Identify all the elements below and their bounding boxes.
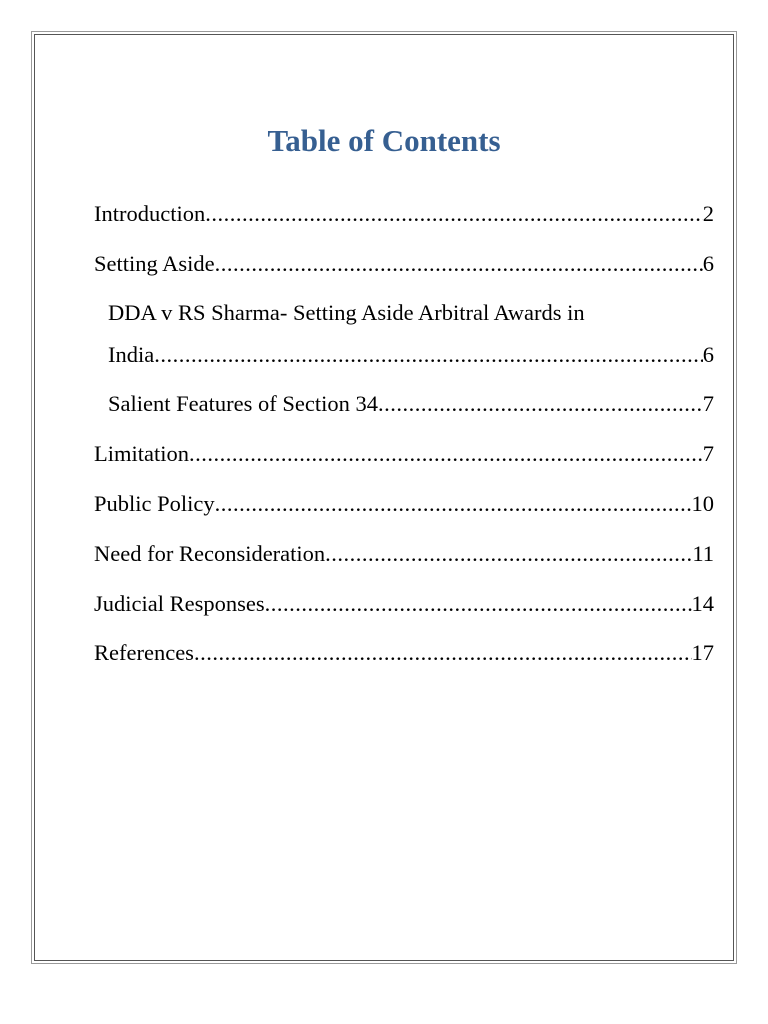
toc-entry-need-for-reconsideration[interactable] [94,540,714,568]
dot-leader [154,341,703,369]
toc-entry-page: 2 [702,201,714,226]
toc-entry-judicial-responses[interactable] [94,590,714,618]
toc-entry-label: India [108,342,155,367]
dot-leader [215,490,692,518]
toc-entry-page: 11 [692,541,714,566]
page-frame [31,31,737,964]
toc-entry-dda-v-rs-sharma[interactable] [108,341,714,369]
toc-entry-page: 7 [702,391,714,416]
toc-entry-label: Need for Reconsideration [94,541,326,566]
toc-entry-references[interactable] [94,639,714,667]
dot-leader [194,639,692,667]
toc-entry-introduction[interactable] [94,200,714,228]
toc-entry-label: Setting Aside [94,251,215,276]
dot-leader [189,440,703,468]
dot-leader [378,390,703,418]
toc-entry-salient-features[interactable] [108,390,714,418]
dot-leader [265,590,692,618]
toc-entry-dda-label-line1[interactable]: DDA v RS Sharma- Setting Aside Arbitral Awards in [108,300,585,325]
toc-entry-setting-aside[interactable] [94,250,714,278]
toc-entry-limitation[interactable] [94,440,714,468]
toc-entry-label: Salient Features of Section 34 [108,391,378,416]
toc-entry-label: Judicial Responses [94,591,265,616]
toc-entry-label: Public Policy [94,491,215,516]
dot-leader [215,250,703,278]
toc-entry-page: 14 [691,591,714,616]
toc-title: Table of Contents [267,123,501,158]
dot-leader [325,540,692,568]
toc-entry-public-policy[interactable] [94,490,714,518]
dot-leader [205,200,703,228]
toc-entry-label: Limitation [94,441,189,466]
toc-entry-page: 17 [691,640,714,665]
toc-entry-page: 6 [702,342,714,367]
toc-entry-page: 7 [702,441,714,466]
toc-entry-page: 6 [702,251,714,276]
toc-entry-label: References [94,640,194,665]
toc-entry-label: Introduction [94,201,206,226]
toc-entry-page: 10 [691,491,714,516]
